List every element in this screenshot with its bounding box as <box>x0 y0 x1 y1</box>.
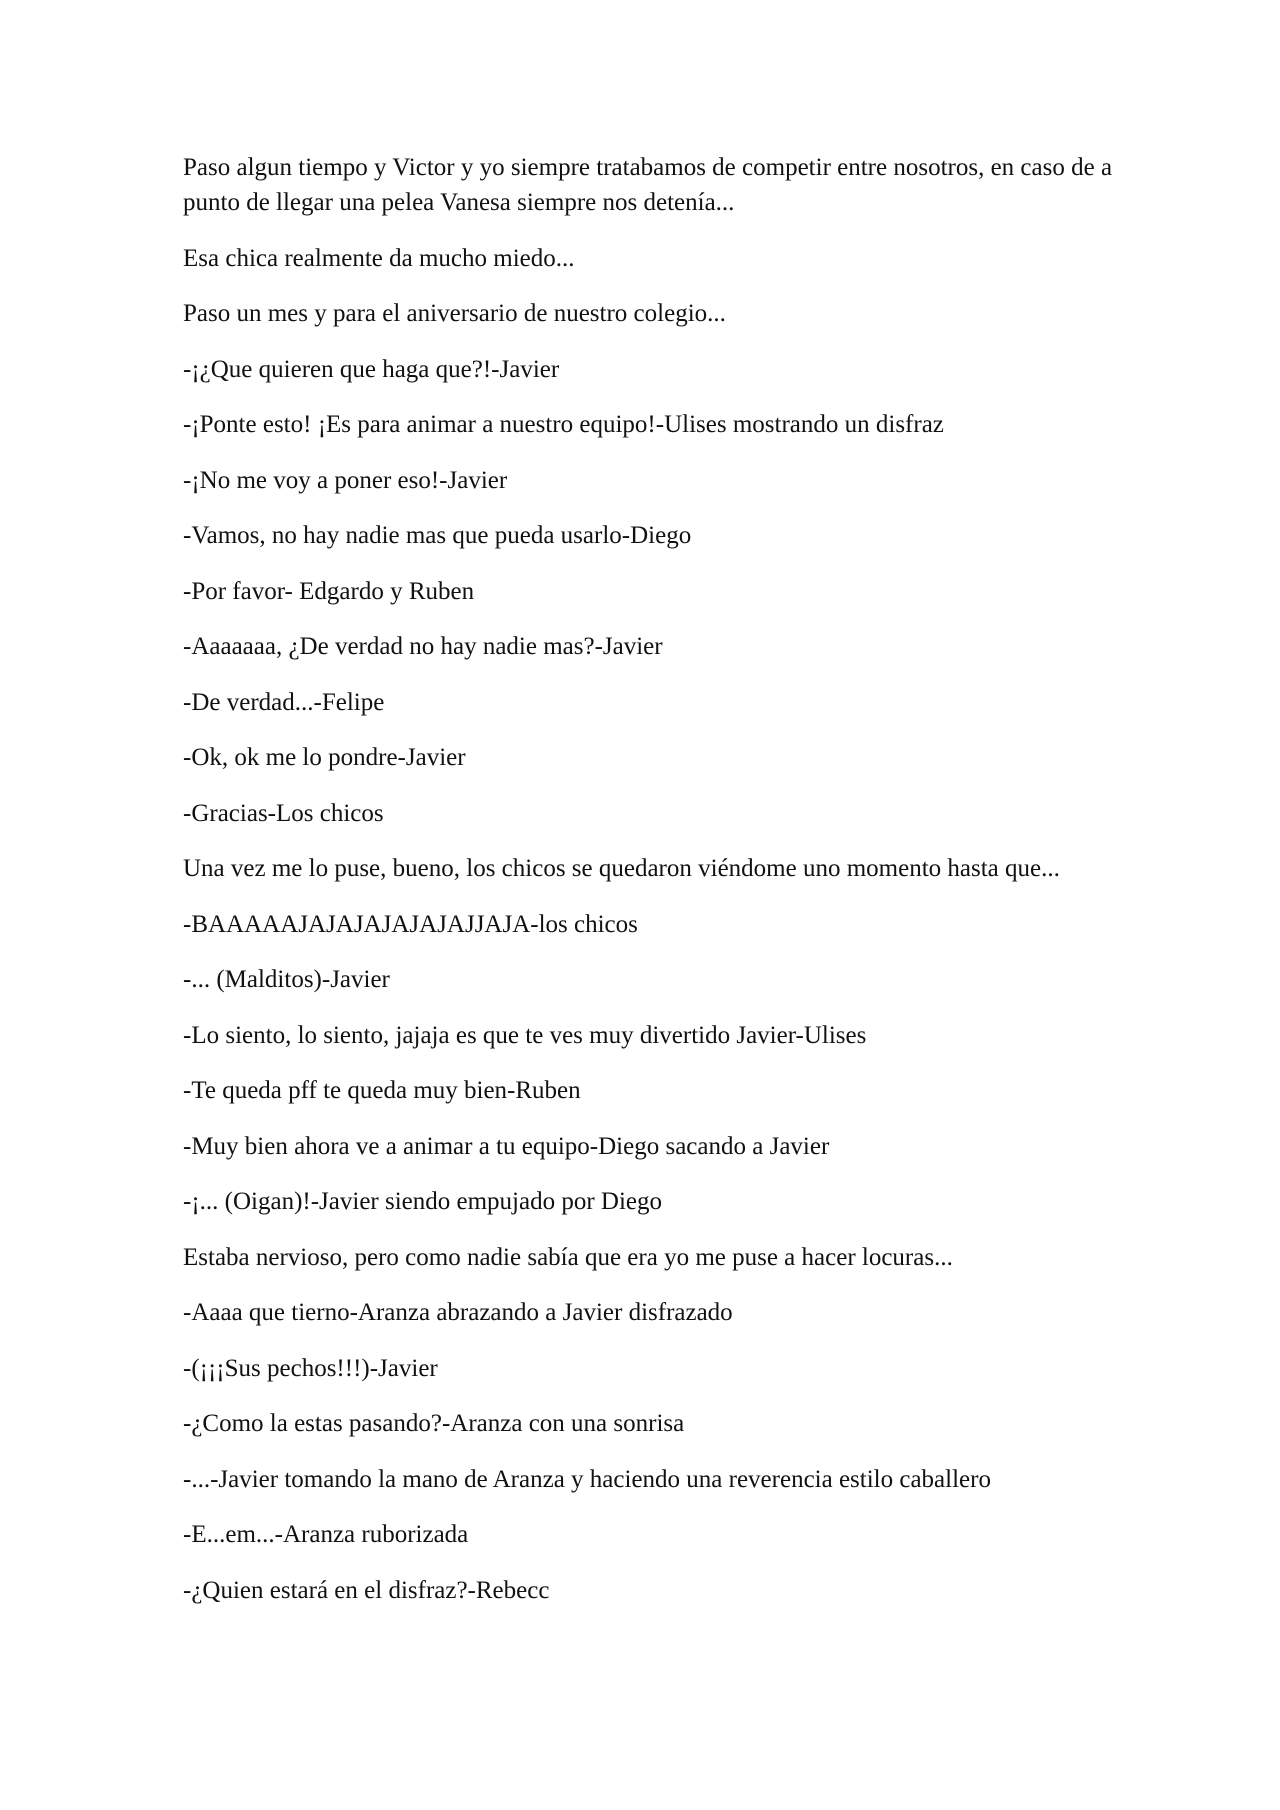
dialogue-line: -Aaaaaaa, ¿De verdad no hay nadie mas?-Javier <box>183 633 663 660</box>
dialogue-line: -¿Como la estas pasando?-Aranza con una sonrisa <box>183 1410 685 1437</box>
dialogue-line: -Por favor- Edgardo y Ruben <box>183 577 475 605</box>
dialogue-line: -Aaaa que tierno-Aranza abrazando a Javier disfrazado <box>183 1299 733 1326</box>
paragraph: Estaba nervioso, pero como nadie sabía que era yo me puse a hacer locuras... <box>183 1243 953 1271</box>
dialogue-line: -Gracias-Los chicos <box>183 799 384 827</box>
dialogue-line: -Te queda pff te queda muy bien-Ruben <box>183 1077 581 1104</box>
dialogue-line: -...-Javier tomando la mano de Aranza y haciendo una reverencia estilo caballero <box>183 1465 991 1493</box>
dialogue-line: -De verdad...-Felipe <box>183 688 385 716</box>
dialogue-line: -Ok, ok me lo pondre-Javier <box>183 744 466 771</box>
dialogue-line: -BAAAAAJAJAJAJAJAJAJJAJA-los chicos <box>183 910 638 938</box>
paragraph: Una vez me lo puse, bueno, los chicos se quedaron viéndome uno momento hasta que... <box>183 855 1060 882</box>
dialogue-line: -Vamos, no hay nadie mas que pueda usarlo-Diego <box>183 522 692 549</box>
dialogue-line: -¡... (Oigan)!-Javier siendo empujado por Diego <box>183 1188 663 1215</box>
dialogue-line: -¡No me voy a poner eso!-Javier <box>183 466 508 494</box>
dialogue-line: -¡Ponte esto! ¡Es para animar a nuestro equipo!-Ulises mostrando un disfraz <box>183 411 944 438</box>
dialogue-line: -¿Quien estará en el disfraz?-Rebecc <box>183 1576 550 1604</box>
dialogue-line: -Muy bien ahora ve a animar a tu equipo-Diego sacando a Javier <box>183 1132 830 1160</box>
dialogue-line: -E...em...-Aranza ruborizada <box>183 1521 469 1548</box>
dialogue-line: -(¡¡¡Sus pechos!!!)-Javier <box>183 1354 438 1382</box>
paragraph: Esa chica realmente da mucho miedo... <box>183 244 575 272</box>
paragraph: Paso algun tiempo y Victor y yo siempre tratabamos de competir entre nosotros, en caso de a punto de llegar una pelea Vanesa siempre nos detenía... <box>183 154 1113 216</box>
dialogue-line: -... (Malditos)-Javier <box>183 966 390 993</box>
dialogue-line: -Lo siento, lo siento, jajaja es que te ves muy divertido Javier-Ulises <box>183 1021 867 1049</box>
paragraph: Paso un mes y para el aniversario de nuestro colegio... <box>183 300 726 327</box>
dialogue-line: -¡¿Que quieren que haga que?!-Javier <box>183 355 560 383</box>
document-body <box>183 150 1113 1628</box>
